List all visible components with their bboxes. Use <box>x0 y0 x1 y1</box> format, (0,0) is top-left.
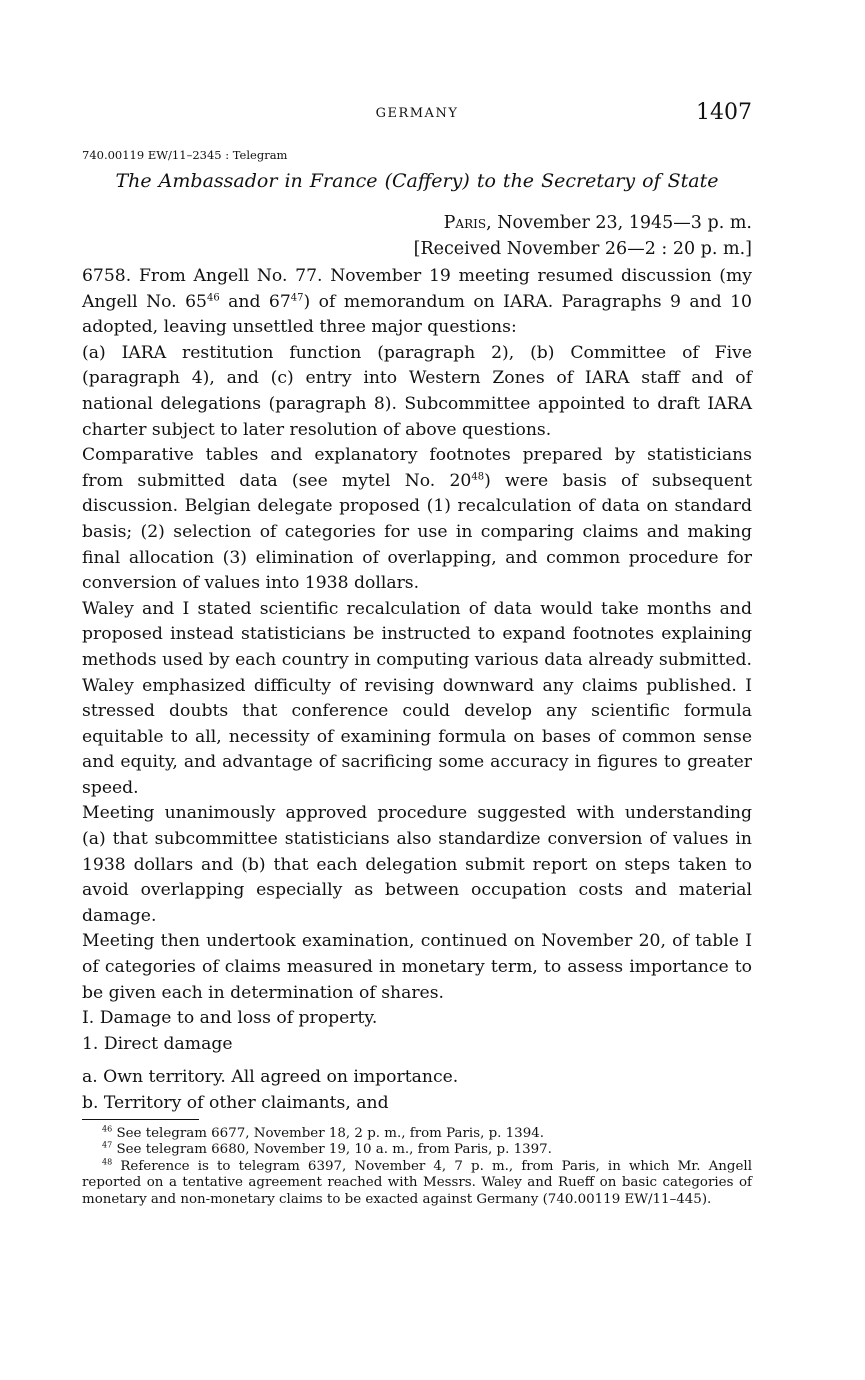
list-item-b: b. Territory of other claimants, and <box>82 1093 389 1113</box>
document-page <box>82 100 752 1208</box>
paragraph-1 <box>82 264 752 341</box>
paragraph-4: Waley and I stated scientific recalculation of data would take months and proposed instead statisticians be instructed to expand footnotes explaining methods used by each country in computing various data already submitted. Waley emphasized difficulty of revising downward any claims published. I stressed doubts that conference could develop any scientific formula equitable to all, necessity of examining formula on bases of common sense and equity, and advantage of sacrificing some accuracy in figures to greater speed. <box>82 598 752 798</box>
paragraph-6: Meeting then undertook examination, continued on November 20, of table I of categories of claims measured in monetary term, to assess importance to be given each in determination of shares. <box>82 931 752 1003</box>
footnote-mark-48: 48 <box>102 1157 113 1167</box>
running-title: GERMANY <box>375 106 459 121</box>
footnote-mark-47: 47 <box>102 1140 113 1150</box>
running-header <box>82 100 752 130</box>
document-heading: The Ambassador in France (Caffery) to the Secretary of State <box>115 170 719 192</box>
list-item-1: 1. Direct damage <box>82 1033 233 1054</box>
paragraph-3-text-a: Comparative tables and explanatory footnotes prepared by statisticians from submitted data (see mytel No. 20 <box>82 445 752 491</box>
footnote-48-text: Reference is to telegram 6397, November 4, 7 p. m., from Paris, in which Mr. Angell reported on a tentative agreement reached with Messrs. Waley and Rueff on basic categories of monetary and non-monetary claims to be exacted against Germany (740.00119 EW/11–445). <box>82 1158 752 1207</box>
paragraph-2: (a) IARA restitution function (paragraph 2), (b) Committee of Five (paragraph 4), and (c) entry into Western Zones of IARA staff and of national delegations (paragraph 8). Subcommittee appointed to draft IARA charter subject to later resolution of above questions. <box>82 342 752 440</box>
list-item-roman-1: I. Damage to and loss of property. <box>82 1008 378 1029</box>
footnote-46-text: See telegram 6677, November 18, 2 p. m., from Paris, p. 1394. <box>116 1125 544 1141</box>
paragraph-3 <box>82 443 752 597</box>
footnote-ref-47: 47 <box>290 291 304 303</box>
paragraph-1-text-b: and 67 <box>219 291 291 312</box>
list-item-a: a. Own territory. All agreed on importance. <box>82 1067 459 1088</box>
telegram-body <box>82 264 752 1117</box>
paragraph-3-text-b: ) were basis of subsequent discussion. Belgian delegate proposed (1) recalculation of data on standard basis; (2) selection of categories for use in comparing claims and making final allocation (3) elimination of overlapping, and common procedure for conversion of values into 1938 dollars. <box>82 470 753 594</box>
dateline <box>82 210 752 262</box>
footnote-48 <box>82 1159 752 1209</box>
footnote-47 <box>82 1142 752 1159</box>
footnotes <box>82 1126 752 1209</box>
file-number: 740.00119 EW/11–2345 : Telegram <box>82 148 288 162</box>
paragraph-1-text-c: ) of memorandum on IARA. Paragraphs 9 and 10 adopted, leaving unsettled three major questions: <box>82 291 752 338</box>
dateline-place: Paris <box>443 213 487 233</box>
dateline-sent <box>82 210 752 236</box>
footnote-47-text: See telegram 6680, November 19, 10 a. m., from Paris, p. 1397. <box>116 1142 552 1158</box>
footnote-ref-46: 46 <box>206 291 220 303</box>
footnote-divider <box>82 1119 199 1120</box>
page-number: 1407 <box>696 100 752 125</box>
footnote-mark-46: 46 <box>102 1124 113 1134</box>
dateline-received: [Received November 26—2 : 20 p. m.] <box>413 239 752 259</box>
footnote-46 <box>82 1126 752 1143</box>
footnote-ref-48: 48 <box>471 471 485 483</box>
paragraph-5: Meeting unanimously approved procedure suggested with understanding (a) that subcommittee statisticians also standardize conversion of values in 1938 dollars and (b) that each delegation submit report on steps taken to avoid overlapping especially as between occupation costs and material damage. <box>82 803 752 926</box>
paragraph-1-text-a: 6758. From Angell No. 77. November 19 meeting resumed discussion (my Angell No. 65 <box>82 266 752 312</box>
dateline-date: , November 23, 1945—3 p. m. <box>486 213 752 233</box>
